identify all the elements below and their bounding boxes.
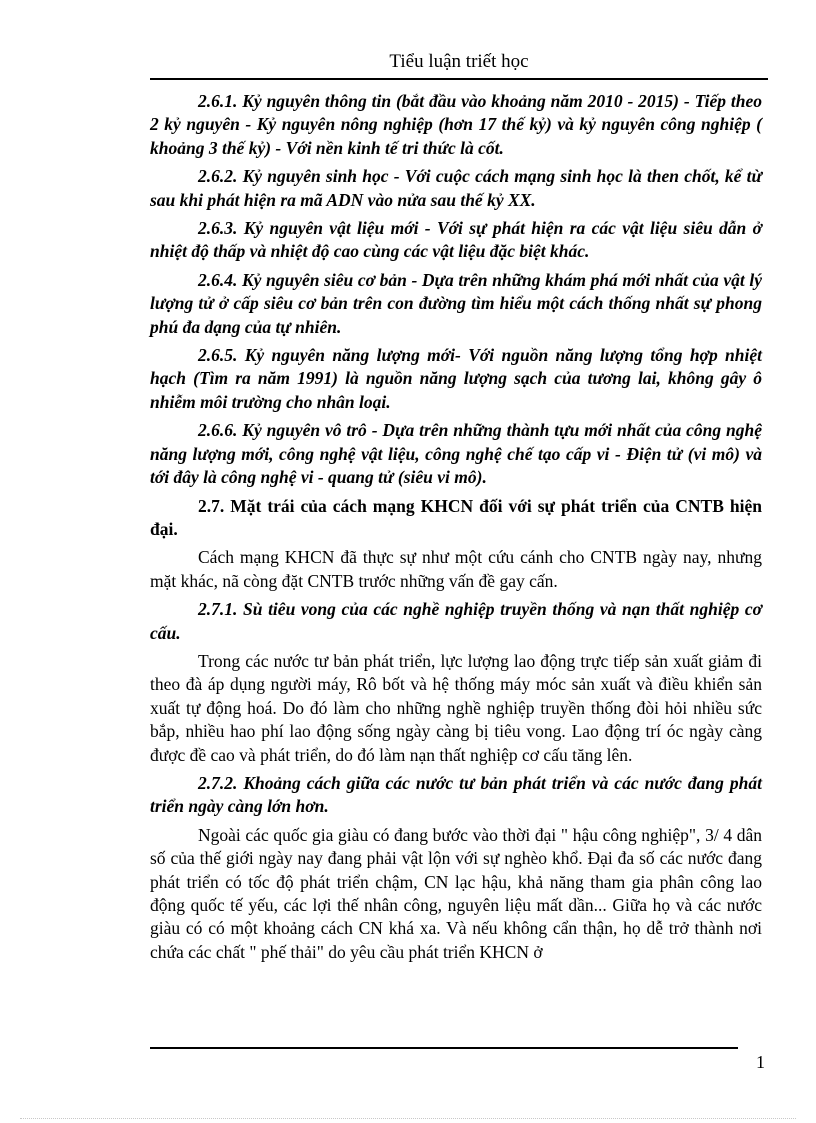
page-header-title: Tiểu luận triết học — [389, 51, 529, 72]
page-number: 1 — [756, 1052, 765, 1072]
header-rule — [150, 78, 768, 80]
paragraph-2-6-4: 2.6.4. Kỷ nguyên siêu cơ bản - Dựa trên những khám phá mới nhất của vật lý lượng tử ở cấp siêu cơ bản trên con đường tìm hiểu một cách thống nhất sự phong phú đa dạng của tự nhiên. — [150, 269, 762, 337]
paragraph-2-6-5: 2.6.5. Kỷ nguyên năng lượng mới- Với nguồn năng lượng tổng hợp nhiệt hạch (Tìm ra năm 1991) là nguồn năng lượng sạch của tương lai, không gây ô nhiễm môi trường cho nhân loại. — [150, 345, 762, 412]
page-bottom-border — [20, 1118, 796, 1119]
document-body — [150, 90, 762, 969]
paragraph-body: Ngoài các quốc gia giàu có đang bước vào thời đại " hậu công nghiệp", 3/ 4 dân số của thế giới ngày nay đang phải vật lộn với sự nghèo khổ. Đại đa số các nước đang phát triển có tốc độ phát triển chậm, CN lạc hậu, khả năng tham gia phân công lao động quốc tế yếu, các lợi thế nhân công, nguyên liệu mất dần... Giữa họ và các nước giàu có có một khoảng cách CN khá xa. Và nếu không cẩn thận, họ dễ trở thành nơi chứa các chất " phế thải" do yêu cầu phát triển KHCN ở — [150, 824, 762, 962]
paragraph-2-6-6: 2.6.6. Kỷ nguyên vô trô - Dựa trên những thành tựu mới nhất của công nghệ năng lượng mới, công nghệ vật liệu, công nghệ chế tạo cấp vi - Điện tử (vi mô) và tới đây là công nghệ vi - quang tử (siêu vi mô). — [150, 420, 762, 488]
paragraph-2-6-3: 2.6.3. Kỷ nguyên vật liệu mới - Với sự phát hiện ra các vật liệu siêu dẫn ở nhiệt độ thấp và nhiệt độ cao cùng các vật liệu đặc biệt khác. — [150, 218, 762, 262]
paragraph-2-6-2: 2.6.2. Kỷ nguyên sinh học - Với cuộc cách mạng sinh học là then chốt, kể từ sau khi phát hiện ra mã ADN vào nửa sau thế kỷ XX. — [150, 166, 762, 210]
section-heading-2-7: 2.7. Mặt trái của cách mạng KHCN đối với sự phát triển của CNTB hiện đại. — [150, 495, 762, 539]
paragraph-body: Trong các nước tư bản phát triển, lực lượng lao động trực tiếp sản xuất giảm đi theo đà áp dụng người máy, Rô bốt và hệ thống máy móc sản xuất và điều khiển sản xuất tự động hoá. Do đó làm cho những nghề nghiệp truyền thống đòi hỏi nhiều sức bắp, nhiều hao phí lao động sống ngày càng bị tiêu vong. Lao động trí óc ngày càng được đề cao và phát triển, do đó làm nạn thất nghiệp cơ cấu tăng lên. — [150, 650, 762, 765]
subheading-2-7-1: 2.7.1. Sù tiêu vong của các nghề nghiệp truyền thống và nạn thất nghiệp cơ cấu. — [150, 599, 762, 643]
paragraph-body: Cách mạng KHCN đã thực sự như một cứu cánh cho CNTB ngày nay, nhưng mặt khác, nã còng đặt CNTB trước những vấn đề gay cấn. — [150, 547, 762, 591]
subheading-2-7-2: 2.7.2. Khoảng cách giữa các nước tư bản phát triển và các nước đang phát triển ngày càng lớn hơn. — [150, 772, 762, 817]
paragraph-2-6-1: 2.6.1. Kỷ nguyên thông tin (bắt đầu vào khoảng năm 2010 - 2015) - Tiếp theo 2 kỷ nguyên - Kỷ nguyên nông nghiệp (hơn 17 thế kỷ) và kỷ nguyên công nghiệp ( khoảng 3 thế kỷ) - Với nền kinh tế tri thức là cốt. — [150, 91, 762, 158]
footer-rule — [150, 1047, 738, 1049]
